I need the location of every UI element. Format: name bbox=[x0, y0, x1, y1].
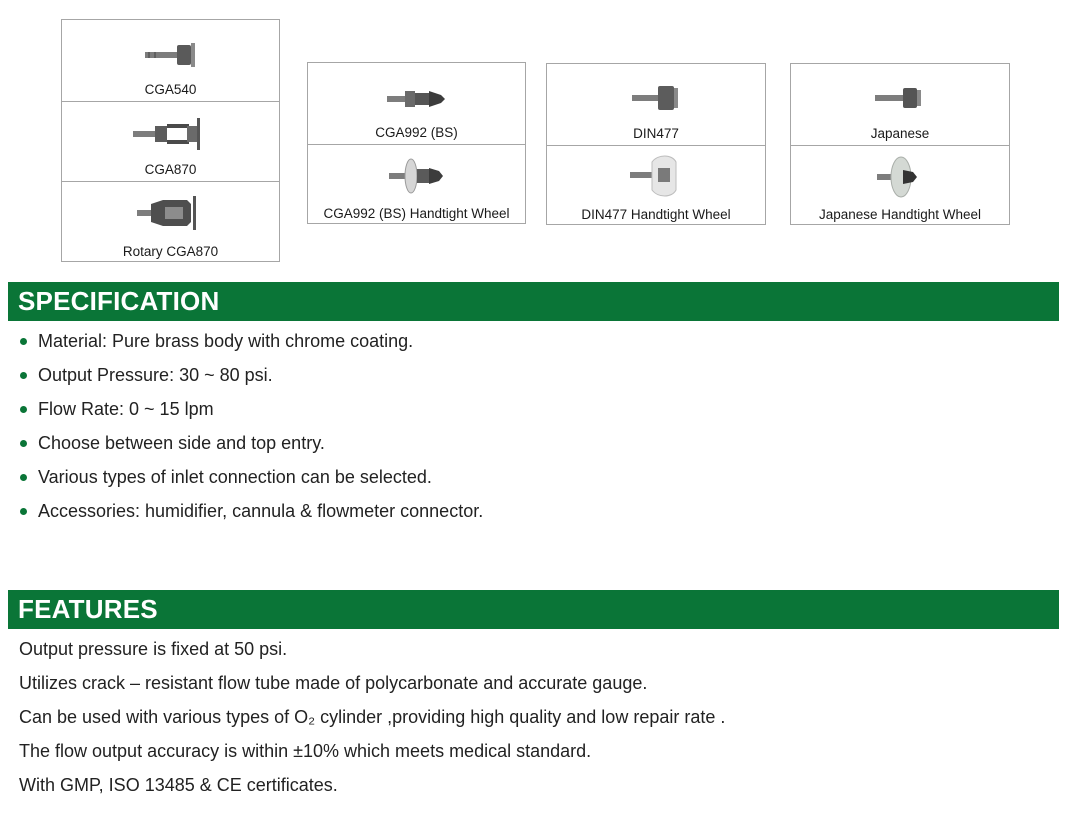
connector-din477-handtight-icon bbox=[628, 152, 684, 200]
connector-cell-cga992-handtight bbox=[308, 144, 525, 225]
spec-item-text: Various types of inlet connection can be selected. bbox=[38, 467, 432, 487]
bullet-icon bbox=[20, 338, 27, 345]
connector-label: DIN477 bbox=[633, 126, 679, 141]
connector-cell-japanese-handtight bbox=[791, 145, 1009, 226]
spec-item-text: Flow Rate: 0 ~ 15 lpm bbox=[38, 399, 214, 419]
connector-label: CGA870 bbox=[144, 162, 197, 177]
connector-cell-cga540 bbox=[62, 20, 279, 101]
connector-din477-icon bbox=[628, 82, 684, 114]
connector-cell-din477-handtight bbox=[547, 145, 765, 226]
connector-cga992-icon bbox=[385, 85, 449, 113]
feature-item: With GMP, ISO 13485 & CE certificates. bbox=[19, 775, 338, 795]
spec-item bbox=[20, 432, 483, 466]
connector-japanese-icon bbox=[873, 84, 927, 112]
spec-item bbox=[20, 466, 483, 500]
connector-cell-din477 bbox=[547, 64, 765, 145]
feature-item: Utilizes crack – resistant flow tube made of polycarbonate and accurate gauge. bbox=[19, 673, 648, 693]
connector-japanese-handtight-icon bbox=[875, 154, 925, 200]
spec-item-text: Output Pressure: 30 ~ 80 psi. bbox=[38, 365, 273, 385]
connector-card-col4 bbox=[790, 63, 1010, 225]
feature-item: Output pressure is fixed at 50 psi. bbox=[19, 639, 288, 659]
connector-card-col2 bbox=[307, 62, 526, 224]
connector-cell-cga992 bbox=[308, 63, 525, 144]
feature-item: The flow output accuracy is within ±10% which meets medical standard. bbox=[19, 741, 592, 761]
connector-label: Rotary CGA870 bbox=[122, 244, 219, 259]
features-banner bbox=[8, 590, 1059, 629]
connector-label: CGA992 (BS) Handtight Wheel bbox=[323, 206, 510, 221]
specification-title: SPECIFICATION bbox=[18, 286, 220, 316]
connector-cga870-icon bbox=[131, 116, 211, 152]
connector-card-col1 bbox=[61, 19, 280, 262]
connector-card-col3 bbox=[546, 63, 766, 225]
spec-item bbox=[20, 398, 483, 432]
spec-item bbox=[20, 364, 483, 398]
connector-rotary-cga870-icon bbox=[135, 194, 207, 232]
bullet-icon bbox=[20, 406, 27, 413]
connector-cell-rotary-cga870 bbox=[62, 181, 279, 263]
spec-item bbox=[20, 500, 483, 534]
connector-label: CGA540 bbox=[144, 82, 197, 97]
connector-cga992-handtight-icon bbox=[387, 157, 447, 195]
features-list bbox=[19, 638, 725, 808]
specification-list bbox=[20, 330, 483, 534]
features-title: FEATURES bbox=[18, 594, 158, 624]
connector-cell-cga870 bbox=[62, 101, 279, 181]
spec-item-text: Material: Pure brass body with chrome coating. bbox=[38, 331, 414, 351]
connector-label: Japanese bbox=[870, 126, 930, 141]
bullet-icon bbox=[20, 440, 27, 447]
connector-label: Japanese Handtight Wheel bbox=[818, 207, 982, 222]
bullet-icon bbox=[20, 508, 27, 515]
spec-item-text: Accessories: humidifier, cannula & flowmeter connector. bbox=[38, 501, 484, 521]
connector-cga540-icon bbox=[141, 40, 201, 70]
connector-cell-japanese bbox=[791, 64, 1009, 145]
connector-label: DIN477 Handtight Wheel bbox=[581, 207, 731, 222]
spec-item-text: Choose between side and top entry. bbox=[38, 433, 325, 453]
bullet-icon bbox=[20, 372, 27, 379]
feature-item: Can be used with various types of O₂ cylinder ,providing high quality and low repair rate . bbox=[19, 707, 726, 727]
bullet-icon bbox=[20, 474, 27, 481]
spec-item bbox=[20, 330, 483, 364]
specification-banner bbox=[8, 282, 1059, 321]
connector-label: CGA992 (BS) bbox=[375, 125, 458, 140]
